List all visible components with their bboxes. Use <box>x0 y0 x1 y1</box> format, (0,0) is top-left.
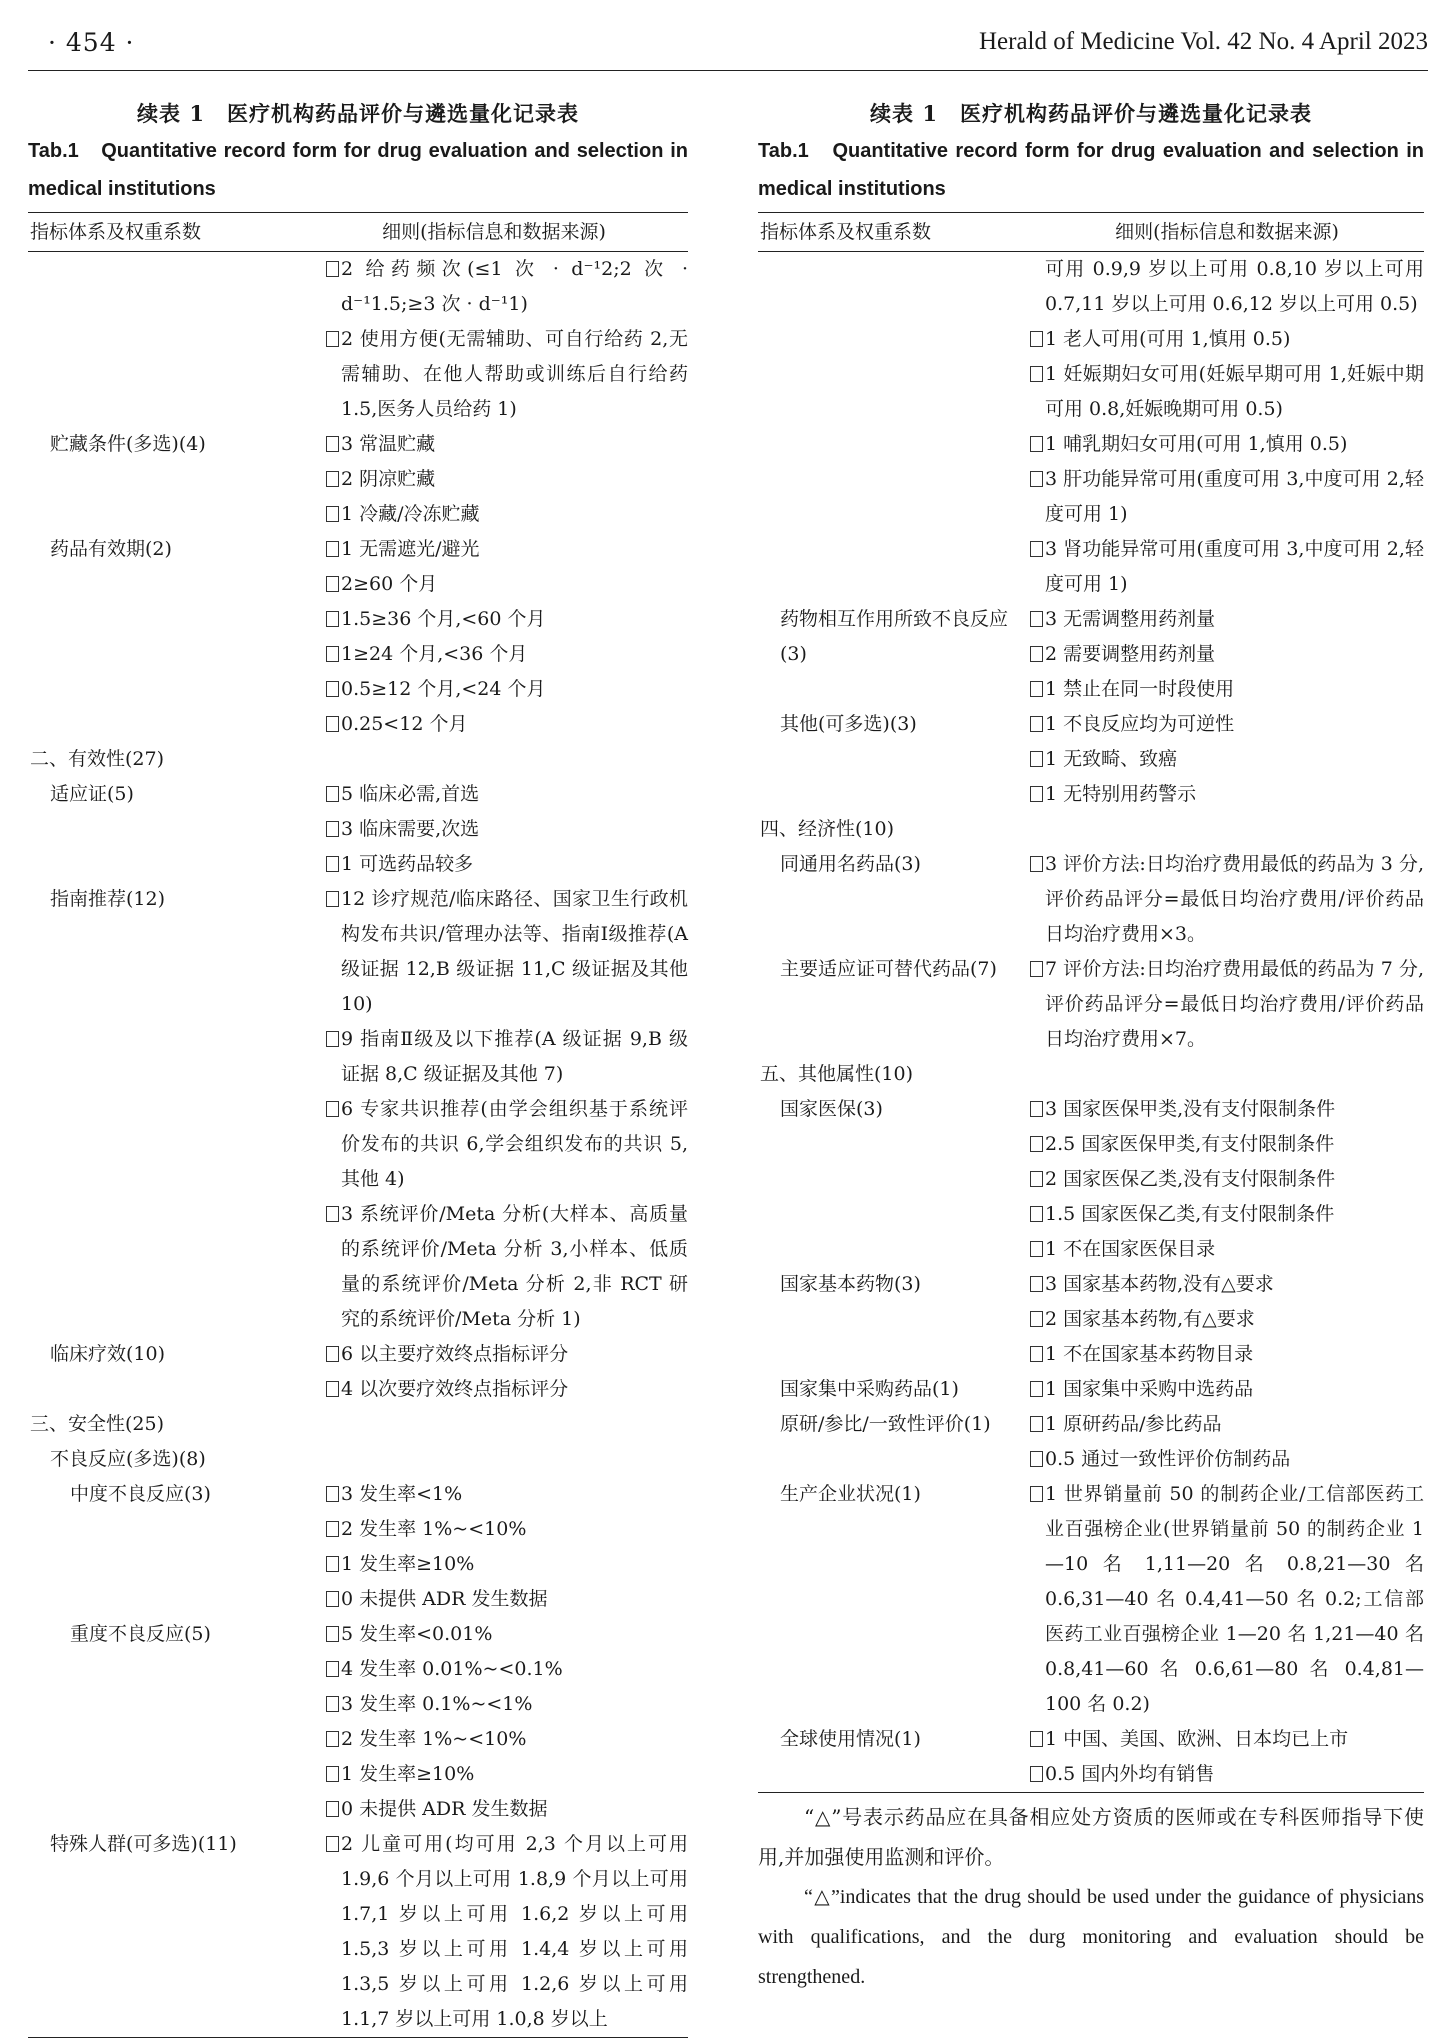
table-row <box>758 952 1424 1057</box>
checkbox[interactable] <box>1030 331 1043 347</box>
criterion-text: 4 以次要疗效终点指标评分 <box>341 1378 569 1400</box>
checkbox[interactable] <box>326 1206 339 1222</box>
checkbox[interactable] <box>326 611 339 627</box>
criterion-text: 3 系统评价/Meta 分析(大样本、高质量的系统评价/Meta 分析 3,小样本、低质量的系统评价/Meta 分析 2,非 RCT 研究的系统评价/Meta 分析 1) <box>341 1203 688 1330</box>
journal-info: Herald of Medicine Vol. 42 No. 4 April 2023 <box>978 28 1428 55</box>
criterion-item <box>326 777 688 812</box>
indicator-label: 临床疗效(10) <box>50 1343 166 1365</box>
table-row <box>28 1337 688 1407</box>
detail-cell <box>1030 1477 1424 1722</box>
criterion-text: 12 诊疗规范/临床路径、国家卫生行政机构发布共识/管理办法等、指南Ⅰ级推荐(A 级证据 12,B 级证据 11,C 级证据及其他 10) <box>341 888 688 1015</box>
table-body-right <box>758 252 1424 1792</box>
indicator-label: 贮藏条件(多选)(4) <box>50 433 206 455</box>
criterion-item <box>1030 1302 1424 1337</box>
criterion-text: 1 无致畸、致癌 <box>1045 748 1178 770</box>
checkbox[interactable] <box>1030 1486 1043 1502</box>
criterion-text: 2.5 国家医保甲类,有支付限制条件 <box>1045 1133 1335 1155</box>
detail-cell <box>1030 1057 1424 1092</box>
table-row <box>758 1372 1424 1407</box>
table-row <box>758 1477 1424 1722</box>
criterion-item <box>326 1512 688 1547</box>
criterion-item <box>326 707 688 742</box>
checkbox[interactable] <box>1030 681 1043 697</box>
checkbox[interactable] <box>326 1836 339 1852</box>
criterion-item <box>1030 1337 1424 1372</box>
criterion-text: 1 中国、美国、欧洲、日本均已上市 <box>1045 1728 1349 1750</box>
table-row <box>758 1092 1424 1267</box>
criterion-item <box>326 1792 688 1827</box>
indicator-label: 三、安全性(25) <box>30 1413 165 1435</box>
detail-cell <box>290 777 688 882</box>
detail-cell <box>290 427 688 532</box>
criterion-item <box>326 427 688 462</box>
checkbox[interactable] <box>326 541 339 557</box>
criterion-text: 1 发生率≥10% <box>341 1553 475 1575</box>
detail-cell <box>1030 1407 1424 1477</box>
criterion-text: 2 儿童可用(均可用 2,3 个月以上可用 1.9,6 个月以上可用 1.8,9 个月以上可用 1.7,1 岁以上可用 1.6,2 岁以上可用 1.5,3 岁以上可用 1.4,4 岁以上可用 1.3,5 岁以上可用 1.2,6 岁以上可用 1.1,7 岁以上可用 1.0,8 岁以上 <box>341 1833 688 2030</box>
criterion-text: 1.5≥36 个月,<60 个月 <box>341 608 546 630</box>
indicator-label: 生产企业状况(1) <box>780 1483 921 1505</box>
criterion-item <box>326 1722 688 1757</box>
detail-cell <box>1030 1372 1424 1407</box>
header-details-cont: 细则(指标信息和数据来源) <box>1115 221 1339 243</box>
table-row <box>28 1407 688 1442</box>
criterion-item <box>1030 1162 1424 1197</box>
table-row <box>758 707 1424 812</box>
checkbox[interactable] <box>326 786 339 802</box>
table-row <box>28 1617 688 1827</box>
detail-cell <box>290 1442 688 1477</box>
detail-cell <box>1030 252 1424 602</box>
note-zh: “△”号表示药品应在具备相应处方资质的医师或在专科医师指导下使用,并加强使用监测和评价。 <box>758 1805 1424 1869</box>
table-notes <box>758 1797 1424 1997</box>
table-left <box>28 212 688 2038</box>
indicator-label: 全球使用情况(1) <box>780 1728 921 1750</box>
checkbox[interactable] <box>326 891 339 907</box>
checkbox[interactable] <box>326 1661 339 1677</box>
criterion-text: 1 无需遮光/避光 <box>341 538 480 560</box>
checkbox[interactable] <box>326 1031 339 1047</box>
checkbox[interactable] <box>1030 436 1043 452</box>
table-caption-en: Tab.1 Quantitative record form for drug evaluation and selection in medical institutions <box>28 140 688 200</box>
criterion-item <box>326 1652 688 1687</box>
detail-cell <box>1030 602 1424 707</box>
criterion-text: 5 临床必需,首选 <box>341 783 480 805</box>
criterion-text: 2 给药频次(≤1 次 · d⁻¹2;2 次 · d⁻¹1.5;≥3 次 · d⁻¹1) <box>341 258 688 315</box>
criterion-item <box>1030 707 1424 742</box>
criterion-text: 1 可选药品较多 <box>341 853 474 875</box>
criterion-text: 1 国家集中采购中选药品 <box>1045 1378 1254 1400</box>
checkbox[interactable] <box>1030 1381 1043 1397</box>
criterion-text: 7 评价方法:日均治疗费用最低的药品为 7 分,评价药品评分=最低日均治疗费用/评价药品日均治疗费用×7。 <box>1045 958 1424 1050</box>
criterion-item <box>1030 1092 1424 1127</box>
table-row <box>758 847 1424 952</box>
checkbox[interactable] <box>1030 961 1043 977</box>
criterion-text: 2≥60 个月 <box>341 573 438 595</box>
criterion-text: 1 不良反应均为可逆性 <box>1045 713 1235 735</box>
detail-cell <box>1030 707 1424 812</box>
indicator-label: 中度不良反应(3) <box>70 1483 211 1505</box>
criterion-item <box>326 1617 688 1652</box>
criterion-text: 3 肝功能异常可用(重度可用 3,中度可用 2,轻度可用 1) <box>1045 468 1424 525</box>
criterion-text: 3 发生率 0.1%~<1% <box>341 1693 533 1715</box>
criterion-item <box>1030 1267 1424 1302</box>
criterion-item <box>1030 462 1424 532</box>
checkbox[interactable] <box>1030 541 1043 557</box>
criterion-text: 3 无需调整用药剂量 <box>1045 608 1216 630</box>
table-header <box>28 213 688 252</box>
criterion-item <box>326 1477 688 1512</box>
detail-cell <box>1030 812 1424 847</box>
detail-cell <box>1030 1092 1424 1267</box>
criterion-text: 1 冷藏/冷冻贮藏 <box>341 503 480 525</box>
table-row <box>28 427 688 532</box>
checkbox[interactable] <box>1030 611 1043 627</box>
criterion-text: 1 不在国家医保目录 <box>1045 1238 1216 1260</box>
checkbox[interactable] <box>1030 786 1043 802</box>
criterion-item <box>1030 602 1424 637</box>
detail-cell <box>1030 847 1424 952</box>
criterion-item <box>326 637 688 672</box>
criterion-item <box>1030 1442 1424 1477</box>
checkbox[interactable] <box>326 1486 339 1502</box>
criterion-text: 2 国家基本药物,有△要求 <box>1045 1308 1255 1330</box>
criterion-text: 0 未提供 ADR 发生数据 <box>341 1588 548 1610</box>
criterion-text: 1 禁止在同一时段使用 <box>1045 678 1235 700</box>
criterion-item <box>1030 1722 1424 1757</box>
criterion-text: 2 阴凉贮藏 <box>341 468 436 490</box>
criterion-item <box>1030 742 1424 777</box>
checkbox[interactable] <box>326 1591 339 1607</box>
criterion-item <box>1030 1372 1424 1407</box>
indicator-label: 同通用名药品(3) <box>780 853 921 875</box>
checkbox[interactable] <box>326 1346 339 1362</box>
criterion-item <box>326 1827 688 2037</box>
criterion-item <box>1030 672 1424 707</box>
criterion-item <box>326 812 688 847</box>
checkbox[interactable] <box>326 1101 339 1117</box>
note-en: “△”indicates that the drug should be used under the guidance of physicians with qualifications, and the durg monitoring and evaluation should be strengthened. <box>758 1886 1424 1988</box>
detail-cell <box>1030 1267 1424 1372</box>
criterion-text: 1.5 国家医保乙类,有支付限制条件 <box>1045 1203 1335 1225</box>
criterion-item <box>326 1687 688 1722</box>
criterion-text: 1 无特别用药警示 <box>1045 783 1197 805</box>
criterion-text: 1≥24 个月,<36 个月 <box>341 643 528 665</box>
checkbox[interactable] <box>1030 1206 1043 1222</box>
checkbox[interactable] <box>326 436 339 452</box>
indicator-label: 指南推荐(12) <box>50 888 166 910</box>
checkbox[interactable] <box>1030 1241 1043 1257</box>
left-column <box>28 96 688 2038</box>
criterion-item <box>326 1757 688 1792</box>
criterion-item <box>1030 427 1424 462</box>
table-right <box>758 212 1424 1793</box>
criterion-text: 2 发生率 1%~<10% <box>341 1518 527 1540</box>
criterion-text: 5 发生率<0.01% <box>341 1623 493 1645</box>
checkbox[interactable] <box>1030 646 1043 662</box>
detail-cell <box>290 252 688 427</box>
right-column <box>758 96 1424 1997</box>
table-row <box>28 1477 688 1617</box>
indicator-label <box>758 252 1030 602</box>
criterion-item <box>1030 532 1424 602</box>
criterion-item <box>1030 1757 1424 1792</box>
checkbox[interactable] <box>1030 366 1043 382</box>
criterion-text: 6 以主要疗效终点指标评分 <box>341 1343 569 1365</box>
criterion-item <box>326 1547 688 1582</box>
table-row <box>758 602 1424 707</box>
table-row <box>28 1442 688 1477</box>
criterion-item <box>1030 322 1424 357</box>
checkbox[interactable] <box>326 1556 339 1572</box>
checkbox[interactable] <box>326 1381 339 1397</box>
criterion-text: 3 临床需要,次选 <box>341 818 480 840</box>
detail-cell <box>290 742 688 777</box>
table-row <box>758 1267 1424 1372</box>
detail-cell <box>1030 1722 1424 1792</box>
criterion-item <box>326 567 688 602</box>
criterion-text: 1 发生率≥10% <box>341 1763 475 1785</box>
criterion-item <box>326 1022 688 1092</box>
detail-cell <box>290 882 688 1337</box>
criterion-text: 1 妊娠期妇女可用(妊娠早期可用 1,妊娠中期可用 0.8,妊娠晚期可用 0.5) <box>1045 363 1424 420</box>
checkbox[interactable] <box>1030 1171 1043 1187</box>
checkbox[interactable] <box>326 1731 339 1747</box>
checkbox[interactable] <box>326 716 339 732</box>
page-header <box>28 24 1428 64</box>
criterion-text: 0.5 通过一致性评价仿制药品 <box>1045 1448 1291 1470</box>
detail-cell <box>290 1617 688 1827</box>
criterion-item <box>1030 357 1424 427</box>
criterion-text: 0.25<12 个月 <box>341 713 468 735</box>
detail-cell <box>1030 952 1424 1057</box>
criterion-text: 2 使用方便(无需辅助、可自行给药 2,无需辅助、在他人帮助或训练后自行给药 1.5,医务人员给药 1) <box>341 328 688 420</box>
header-details: 细则(指标信息和数据来源) <box>382 221 606 243</box>
indicator-label: 适应证(5) <box>50 783 134 805</box>
table-caption-en-cont: Tab.1 Quantitative record form for drug evaluation and selection in medical institutions <box>758 140 1424 200</box>
table-row <box>758 252 1424 602</box>
checkbox[interactable] <box>1030 856 1043 872</box>
criterion-text: 1 老人可用(可用 1,慎用 0.5) <box>1045 328 1291 350</box>
indicator-label: 不良反应(多选)(8) <box>50 1448 206 1470</box>
detail-cell <box>290 1407 688 1442</box>
checkbox[interactable] <box>326 1766 339 1782</box>
indicator-label: 特殊人群(可多选)(11) <box>50 1833 237 1855</box>
indicator-label: 二、有效性(27) <box>30 748 165 770</box>
table-row <box>758 812 1424 847</box>
checkbox[interactable] <box>1030 1451 1043 1467</box>
criterion-text: 0 未提供 ADR 发生数据 <box>341 1798 548 1820</box>
criterion-text: 9 指南Ⅱ级及以下推荐(A 级证据 9,B 级证据 8,C 级证据及其他 7) <box>341 1028 688 1085</box>
criterion-item <box>326 1337 688 1372</box>
checkbox[interactable] <box>326 681 339 697</box>
criterion-text: 3 国家基本药物,没有△要求 <box>1045 1273 1274 1295</box>
criterion-item <box>1030 252 1424 322</box>
checkbox[interactable] <box>326 471 339 487</box>
criterion-text: 6 专家共识推荐(由学会组织基于系统评价发布的共识 6,学会组织发布的共识 5,其他 4) <box>341 1098 688 1190</box>
table-row <box>28 1827 688 2037</box>
indicator-label: 五、其他属性(10) <box>760 1063 914 1085</box>
page-number: · 454 · <box>48 28 135 57</box>
criterion-item <box>1030 952 1424 1057</box>
criterion-item <box>326 847 688 882</box>
indicator-label: 药物相互作用所致不良反应(3) <box>780 608 1009 665</box>
criterion-text: 3 国家医保甲类,没有支付限制条件 <box>1045 1098 1336 1120</box>
indicator-label: 国家医保(3) <box>780 1098 883 1120</box>
criterion-item <box>1030 1407 1424 1442</box>
indicator-label <box>28 252 290 427</box>
criterion-text: 3 发生率<1% <box>341 1483 463 1505</box>
table-caption-zh: 续表 1 医疗机构药品评价与遴选量化记录表 <box>137 101 579 126</box>
indicator-label: 主要适应证可替代药品(7) <box>780 958 997 980</box>
checkbox[interactable] <box>1030 751 1043 767</box>
indicator-label: 原研/参比/一致性评价(1) <box>780 1413 991 1435</box>
criterion-item <box>1030 1232 1424 1267</box>
checkbox[interactable] <box>326 261 339 277</box>
checkbox[interactable] <box>326 506 339 522</box>
criterion-text: 1 原研药品/参比药品 <box>1045 1413 1222 1435</box>
criterion-text: 3 肾功能异常可用(重度可用 3,中度可用 2,轻度可用 1) <box>1045 538 1424 595</box>
checkbox[interactable] <box>1030 1311 1043 1327</box>
checkbox[interactable] <box>326 646 339 662</box>
criterion-item <box>326 1092 688 1197</box>
criterion-item <box>326 462 688 497</box>
criterion-item <box>326 497 688 532</box>
checkbox[interactable] <box>1030 471 1043 487</box>
header-indicator: 指标体系及权重系数 <box>30 221 202 243</box>
checkbox[interactable] <box>326 1626 339 1642</box>
criterion-text: 4 发生率 0.01%~<0.1% <box>341 1658 563 1680</box>
criterion-text: 1 哺乳期妇女可用(可用 1,慎用 0.5) <box>1045 433 1348 455</box>
checkbox[interactable] <box>1030 1276 1043 1292</box>
checkbox[interactable] <box>1030 1101 1043 1117</box>
table-row <box>758 1722 1424 1792</box>
criterion-item <box>1030 847 1424 952</box>
criterion-item <box>1030 1127 1424 1162</box>
detail-cell <box>290 1477 688 1617</box>
table-row <box>28 882 688 1337</box>
indicator-label: 国家基本药物(3) <box>780 1273 921 1295</box>
checkbox[interactable] <box>326 1696 339 1712</box>
criterion-item <box>326 602 688 637</box>
checkbox[interactable] <box>1030 1731 1043 1747</box>
criterion-text: 2 需要调整用药剂量 <box>1045 643 1216 665</box>
criterion-text: 1 不在国家基本药物目录 <box>1045 1343 1254 1365</box>
header-rule <box>28 70 1428 71</box>
header-indicator-cont: 指标体系及权重系数 <box>760 221 932 243</box>
detail-cell <box>290 1337 688 1407</box>
criterion-item <box>326 1197 688 1337</box>
indicator-label: 其他(可多选)(3) <box>780 713 917 735</box>
table-header-cont <box>758 213 1424 252</box>
checkbox[interactable] <box>1030 1766 1043 1782</box>
table-row <box>28 532 688 742</box>
checkbox[interactable] <box>326 576 339 592</box>
criterion-text: 1 世界销量前 50 的制药企业/工信部医药工业百强榜企业(世界销量前 50 的制药企业 1—10 名 1,11—20 名 0.8,21—30 名 0.6,31—40 名 0.4,41—50 名 0.2;工信部医药工业百强榜企业 1—20 名 1,21—40 名 0.8,41—60 名 0.6,61—80 名 0.4,81—100 名 0.2) <box>1045 1483 1424 1715</box>
criterion-text: 2 发生率 1%~<10% <box>341 1728 527 1750</box>
table-row <box>758 1057 1424 1092</box>
checkbox[interactable] <box>326 331 339 347</box>
criterion-item <box>1030 1197 1424 1232</box>
checkbox[interactable] <box>326 856 339 872</box>
criterion-item <box>1030 637 1424 672</box>
table-row <box>28 252 688 427</box>
checkbox[interactable] <box>1030 716 1043 732</box>
checkbox[interactable] <box>1030 1416 1043 1432</box>
indicator-label: 药品有效期(2) <box>50 538 172 560</box>
table-row <box>28 742 688 777</box>
checkbox[interactable] <box>1030 1346 1043 1362</box>
criterion-item <box>326 322 688 427</box>
criterion-item <box>326 252 688 322</box>
indicator-label: 四、经济性(10) <box>760 818 895 840</box>
criterion-text: 2 国家医保乙类,没有支付限制条件 <box>1045 1168 1336 1190</box>
criterion-item <box>326 882 688 1022</box>
checkbox[interactable] <box>326 1801 339 1817</box>
criterion-item <box>326 532 688 567</box>
criterion-item <box>1030 777 1424 812</box>
criterion-item <box>326 1372 688 1407</box>
table-row <box>758 1407 1424 1477</box>
checkbox[interactable] <box>326 821 339 837</box>
checkbox[interactable] <box>1030 1136 1043 1152</box>
criterion-text: 3 评价方法:日均治疗费用最低的药品为 3 分,评价药品评分=最低日均治疗费用/评价药品日均治疗费用×3。 <box>1045 853 1424 945</box>
detail-cell <box>290 1827 688 2037</box>
table-row <box>28 777 688 882</box>
table-body-left <box>28 252 688 2037</box>
detail-cell <box>290 532 688 742</box>
checkbox[interactable] <box>326 1521 339 1537</box>
criterion-item <box>326 672 688 707</box>
indicator-label: 国家集中采购药品(1) <box>780 1378 959 1400</box>
table-caption-zh-cont: 续表 1 医疗机构药品评价与遴选量化记录表 <box>870 101 1312 126</box>
criterion-text: 可用 0.9,9 岁以上可用 0.8,10 岁以上可用 0.7,11 岁以上可用 0.6,12 岁以上可用 0.5) <box>1045 258 1424 315</box>
criterion-item <box>326 1582 688 1617</box>
criterion-item <box>1030 1477 1424 1722</box>
indicator-label: 重度不良反应(5) <box>70 1623 211 1645</box>
criterion-text: 3 常温贮藏 <box>341 433 436 455</box>
criterion-text: 0.5≥12 个月,<24 个月 <box>341 678 546 700</box>
criterion-text: 0.5 国内外均有销售 <box>1045 1763 1215 1785</box>
